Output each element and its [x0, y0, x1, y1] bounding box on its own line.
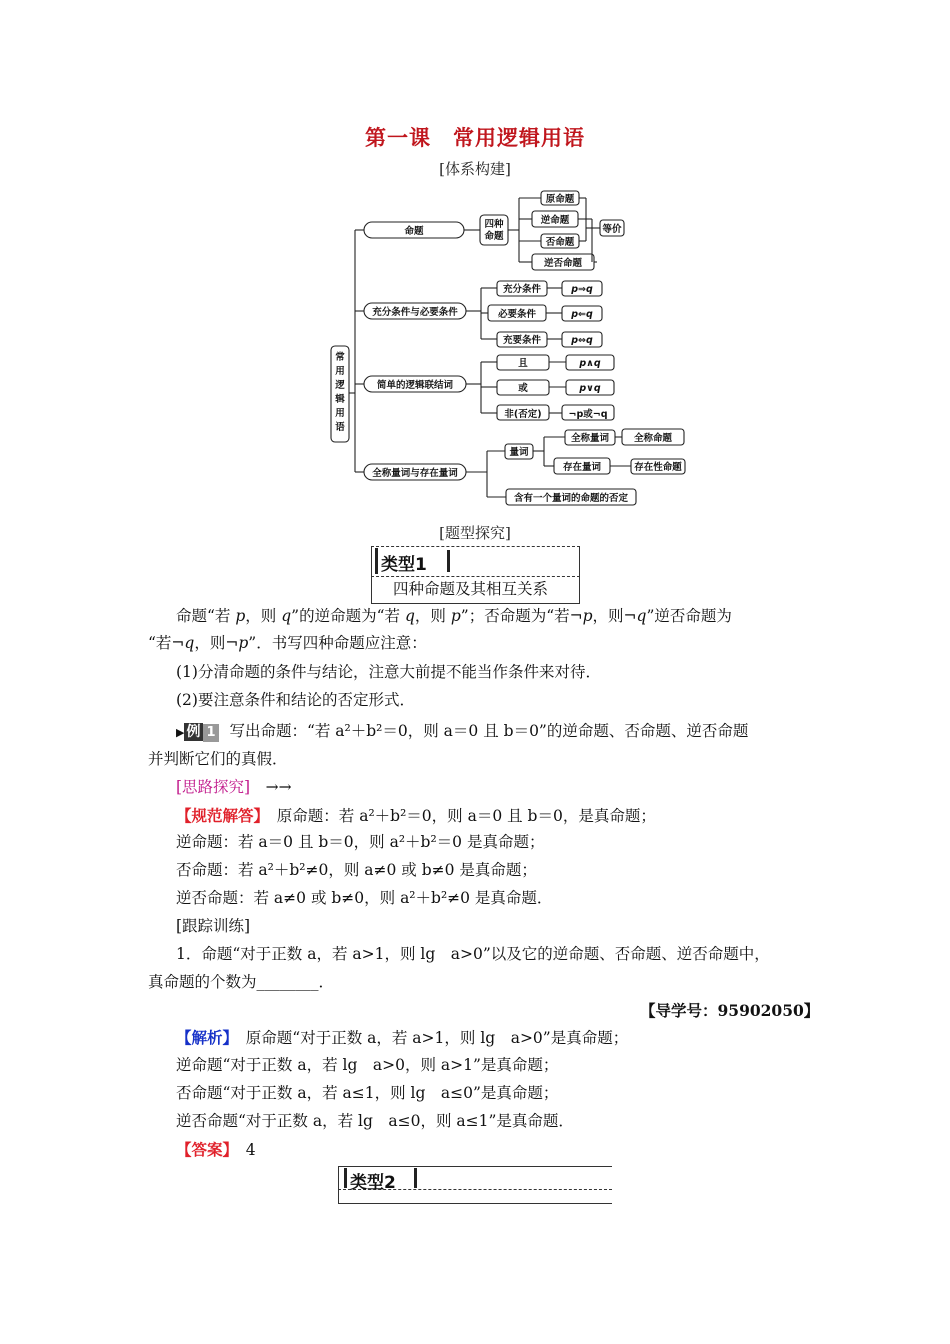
diagram-node-cun-m: 存在性命题	[634, 462, 682, 473]
diagram-node-fei-f: ¬p或¬q	[568, 409, 608, 420]
type1-name: 四种命题及其相互关系	[393, 580, 549, 598]
diagram-node-liangci: 全称量词与存在量词	[372, 468, 458, 479]
diagram-node-nifou: 逆否命题	[543, 258, 583, 269]
solution-line-3: 否命题：若 a²＋b²≠0，则 a≠0 或 b≠0 是真命题；	[176, 861, 537, 879]
example-line-1: ▶ 例 1 写出命题：“若 a²＋b²＝0，则 a＝0 且 b＝0”的逆命题、否命题、逆否命题	[176, 722, 749, 740]
diagram-node-lc: 量词	[509, 447, 529, 458]
analysis-line-2: 逆命题“对于正数 a，若 lg a>0，则 a>1”是真命题；	[176, 1056, 559, 1074]
section-types-label: [题型探究]	[439, 524, 511, 542]
structure-diagram	[0, 0, 950, 520]
training-question-2: 真命题的个数为________．	[148, 973, 335, 991]
example-badge: 例	[184, 723, 203, 741]
answer-line: 【答案】 4	[176, 1140, 256, 1159]
analysis-line-4: 逆否命题“对于正数 a，若 lg a≤0，则 a≤1”是真命题．	[176, 1112, 574, 1130]
analysis-line-1: 【解析】 原命题“对于正数 a，若 a>1，则 lg a>0”是真命题；	[176, 1028, 629, 1047]
type1-head: 类型1	[381, 555, 427, 575]
solution-line-2: 逆命题：若 a＝0 且 b＝0，则 a²＋b²＝0 是真命题；	[176, 833, 545, 851]
intro-item-2: (2)要注意条件和结论的否定形式．	[176, 691, 415, 709]
intro-line-1: 命题“若 p，则 q”的逆命题为“若 q，则 p”；否命题为“若¬p，则¬q”逆否命题为	[176, 607, 732, 625]
diagram-root: 常用逻辑用语	[335, 352, 345, 433]
example-line-2: 并判断它们的真假．	[148, 750, 288, 768]
intro-line-2: “若¬q，则¬p”．书写四种命题应注意：	[148, 634, 427, 652]
diagram-node-chongyao-f: p⇔q	[571, 335, 593, 346]
diagram-node-fei: 非(否定)	[504, 409, 542, 420]
hint-label: [思路探究] →→	[176, 778, 292, 796]
diagram-node-biyao: 必要条件	[497, 309, 537, 320]
diagram-node-cun: 存在量词	[562, 462, 602, 473]
diagram-node-yuan: 原命题	[545, 194, 575, 205]
diagram-node-chongfen-biyao: 充分条件与必要条件	[372, 307, 458, 318]
diagram-node-fouding: 含有一个量词的命题的否定	[513, 493, 629, 504]
type2-head: 类型2	[350, 1173, 396, 1193]
diagram-node-ni: 逆命题	[540, 215, 570, 226]
diagram-node-biyao-f: p⇐q	[571, 309, 593, 320]
diagram-node-quan: 全称量词	[570, 433, 610, 444]
example-number: 1	[203, 724, 218, 742]
analysis-line-3: 否命题“对于正数 a，若 a≤1，则 lg a≤0”是真命题；	[176, 1084, 559, 1102]
diagram-node-chongyao: 充要条件	[502, 335, 542, 346]
guide-number: 【导学号：95902050】	[640, 1001, 820, 1020]
diagram-node-sizhong: 四种命题	[484, 219, 504, 242]
diagram-node-fou: 否命题	[545, 237, 575, 248]
page-title: 第一课 常用逻辑用语	[365, 125, 585, 150]
solution-line-4: 逆否命题：若 a≠0 或 b≠0，则 a²＋b²≠0 是真命题．	[176, 889, 553, 907]
intro-item-1: (1)分清命题的条件与结论，注意大前提不能当作条件来对待．	[176, 663, 601, 681]
training-label: [跟踪训练]	[176, 917, 251, 935]
training-question-1: 1．命题“对于正数 a，若 a>1，则 lg a>0”以及它的逆命题、否命题、逆否命题中，	[176, 945, 770, 963]
diagram-node-qie-f: p∧q	[579, 358, 601, 369]
solution-line-1: 【规范解答】 原命题：若 a²＋b²＝0，则 a＝0 且 b＝0，是真命题；	[176, 806, 656, 825]
diagram-node-huo: 或	[518, 383, 528, 394]
diagram-node-mingti: 命题	[404, 226, 424, 237]
diagram-node-quan-m: 全称命题	[633, 433, 673, 444]
diagram-node-chongfen: 充分条件	[502, 284, 542, 295]
diagram-node-dengjia: 等价	[602, 224, 622, 235]
diagram-node-qie: 且	[518, 358, 528, 369]
type1-box	[371, 546, 580, 604]
diagram-node-chongfen-f: p⇒q	[571, 284, 593, 295]
section-structure-label: [体系构建]	[439, 160, 511, 178]
diagram-node-luoji: 简单的逻辑联结词	[376, 380, 454, 391]
diagram-node-huo-f: p∨q	[579, 383, 601, 394]
type2-box	[338, 1164, 612, 1204]
